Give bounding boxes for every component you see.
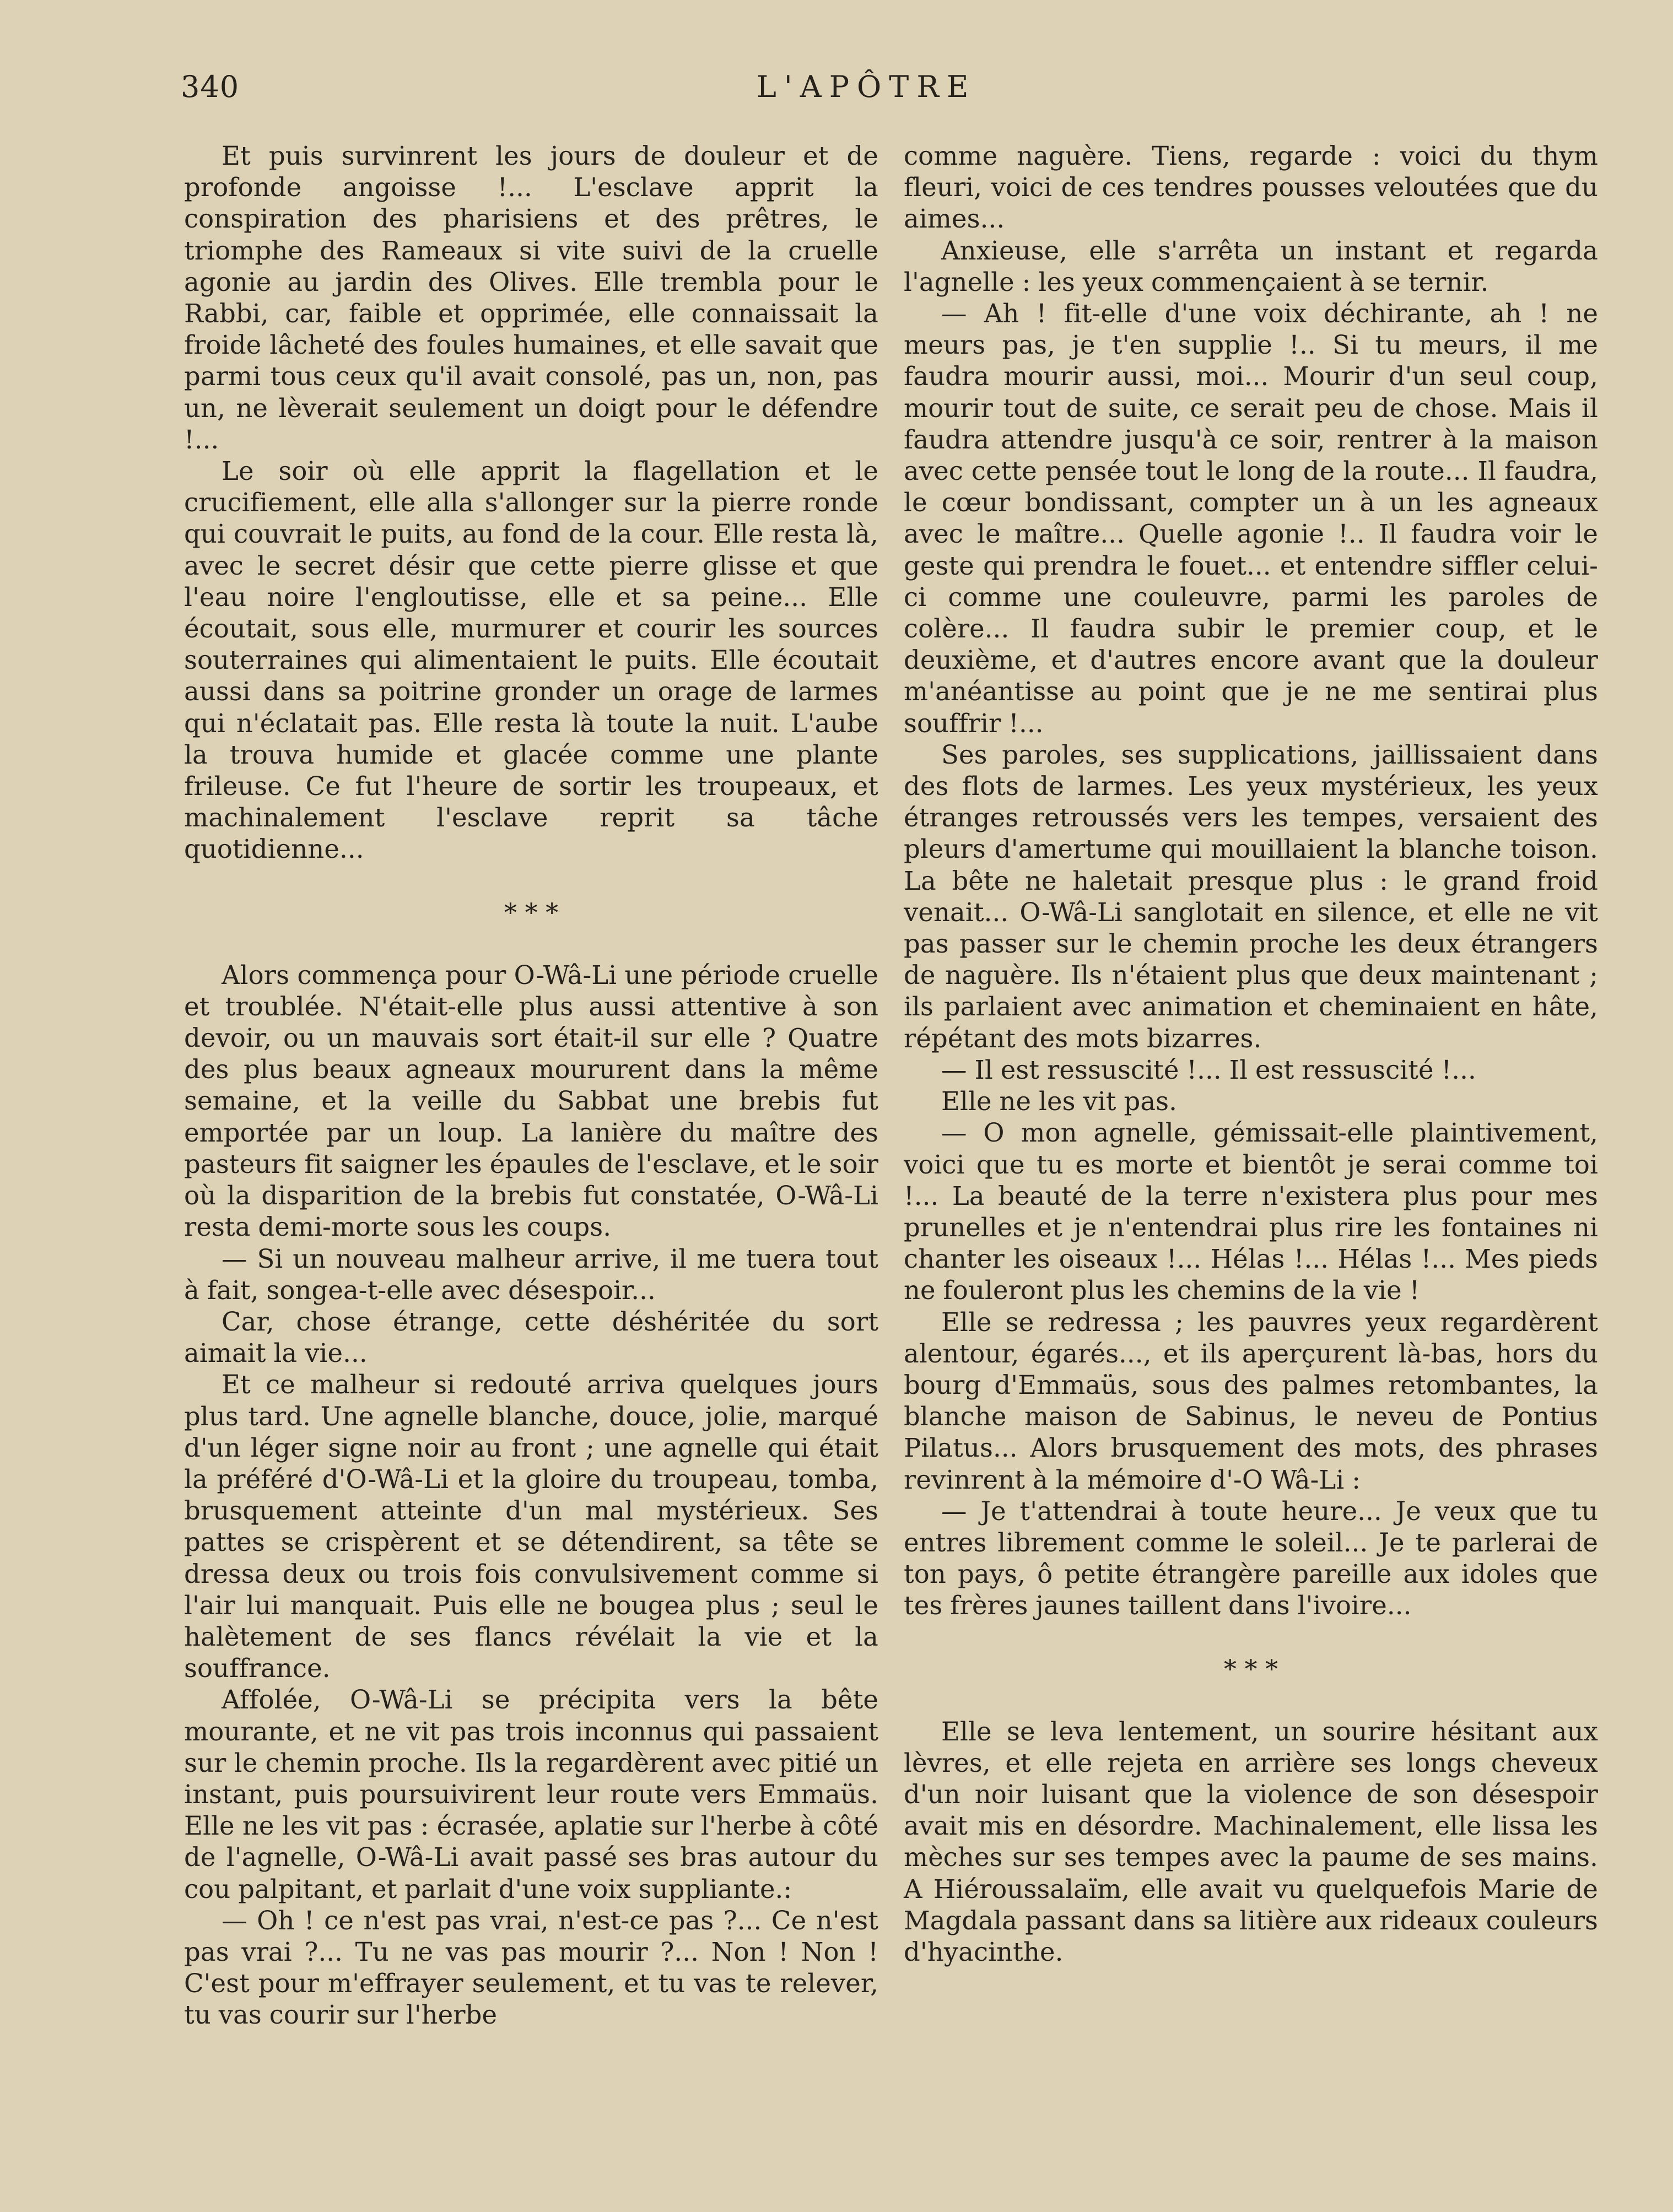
paragraph: Elle se redressa ; les pauvres yeux regardèrent alentour, égarés..., et ils aperçurent là-bas, hors du bourg d'Emmaüs, sous des palmes retombantes, la blanche maison de Sabinus, le neveu de Pontius Pilatus... Alors brusquement des mots, des phrases revinrent à la mémoire d'-O Wâ-Li : xyxy=(904,1307,1598,1495)
paragraph: — O mon agnelle, gémissait-elle plaintivement, voici que tu es morte et bientôt je serai comme toi !... La beauté de la terre n'existera plus pour mes prunelles et je n'entendrai plus rire les fontaines ni chanter les oiseaux !... Hélas !... Hélas !... Mes pieds ne fouleront plus les chemins de la vie ! xyxy=(904,1118,1598,1306)
section-break-stars: * * * xyxy=(504,897,559,927)
paragraph: — Il est ressuscité !... Il est ressuscité !... xyxy=(941,1054,1476,1085)
page-number: 340 xyxy=(181,69,240,104)
left-column xyxy=(184,140,878,2031)
page-header xyxy=(181,65,1602,115)
paragraph: — Oh ! ce n'est pas vrai, n'est-ce pas ?... Ce n'est pas vrai ?... Tu ne vas pas mourir ?... Non ! Non ! C'est pour m'effrayer seulement, et tu vas te relever, tu vas courir sur l'herbe xyxy=(184,1905,878,2030)
paragraph: Car, chose étrange, cette déshéritée du sort aimait la vie... xyxy=(184,1306,878,1369)
paragraph: Anxieuse, elle s'arrêta un instant et regarda l'agnelle : les yeux commençaient à se ternir. xyxy=(904,235,1598,297)
paragraph: Le soir où elle apprit la flagellation et le crucifiement, elle alla s'allonger sur la pierre ronde qui couvrait le puits, au fond de la cour. Elle resta là, avec le secret désir que cette pierre glisse et que l'eau noire l'engloutisse, elle et sa peine... Elle écoutait, sous elle, murmurer et courir les sources souterraines qui alimentaient le puits. Elle écoutait aussi dans sa poitrine gronder un orage de larmes qui n'éclatait pas. Elle resta là toute la nuit. L'aube la trouva humide et glacée comme une plante frileuse. Ce fut l'heure de sortir les troupeaux, et machinalement l'esclave reprit sa tâche quotidienne... xyxy=(184,456,878,864)
paragraph: Elle ne les vit pas. xyxy=(941,1086,1178,1117)
paragraph: Et ce malheur si redouté arriva quelques jours plus tard. Une agnelle blanche, douce, jolie, marqué d'un léger signe noir au front ; une agnelle qui était la préféré d'O-Wâ-Li et la gloire du troupeau, tomba, brusquement atteinte d'un mal mystérieux. Ses pattes se crispèrent et se détendirent, sa tête se dressa deux ou trois fois convulsivement comme si l'air lui manquait. Puis elle ne bougea plus ; seul le halètement de ses flancs révélait la vie et la souffrance. xyxy=(184,1370,878,1684)
right-column xyxy=(904,140,1598,1968)
paragraph-continued: comme naguère. Tiens, regarde : voici du thym fleuri, voici de ces tendres pousses veloutées que du aimes... xyxy=(904,141,1598,234)
paragraph: Elle se leva lentement, un sourire hésitant aux lèvres, et elle rejeta en arrière ses longs cheveux d'un noir luisant que la violence de son désespoir avait mis en désordre. Machinalement, elle lissa les mèches sur ses tempes avec la paume de ses mains. A Hiéroussalaïm, elle avait vu quelquefois Marie de Magdala passant dans sa litière aux rideaux couleurs d'hyacinthe. xyxy=(904,1716,1598,1967)
section-break xyxy=(904,1622,1598,1716)
section-break-stars: * * * xyxy=(1223,1653,1278,1684)
paragraph: — Si un nouveau malheur arrive, il me tuera tout à fait, songea-t-elle avec désespoir... xyxy=(184,1243,878,1305)
paragraph: Affolée, O-Wâ-Li se précipita vers la bête mourante, et ne vit pas trois inconnus qui passaient sur le chemin proche. Ils la regardèrent avec pitié un instant, puis poursuivirent leur route vers Emmaüs. Elle ne les vit pas : écrasée, aplatie sur l'herbe à côté de l'agnelle, O-Wâ-Li avait passé ses bras autour du cou palpitant, et parlait d'une voix suppliante.: xyxy=(184,1685,878,1904)
paragraph: — Ah ! fit-elle d'une voix déchirante, ah ! ne meurs pas, je t'en supplie !.. Si tu meurs, il me faudra mourir aussi, moi... Mourir d'un seul coup, mourir tout de suite, ce serait peu de chose. Mais il faudra attendre jusqu'à ce soir, rentrer à la maison avec cette pensée tout le long de la route... Il faudra, le cœur bondissant, compter un à un les agneaux avec le maître... Quelle agonie !.. Il faudra voir le geste qui prendra le fouet... et entendre siffler celui-ci comme une couleuvre, parmi les paroles de colère... Il faudra subir le premier coup, et le deuxième, et d'autres encore avant que la douleur m'anéantisse au point que je ne me sentirai plus souffrir !... xyxy=(904,299,1598,738)
running-title: L'APÔTRE xyxy=(757,69,976,104)
paragraph: — Je t'attendrai à toute heure... Je veux que tu entres librement comme le soleil... Je te parlerai de ton pays, ô petite étrangère pareille aux idoles que tes frères jaunes taillent dans l'ivoire... xyxy=(904,1496,1598,1621)
paragraph: Ses paroles, ses supplications, jaillissaient dans des flots de larmes. Les yeux mystérieux, les yeux étranges retroussés vers les tempes, versaient des pleurs d'amertume qui mouillaient la blanche toison. La bête ne haletait presque plus : le grand froid venait... O-Wâ-Li sanglotait en silence, et elle ne vit pas passer sur le chemin proche les deux étrangers de naguère. Ils n'étaient plus que deux maintenant ; ils parlaient avec animation et cheminaient en hâte, répétant des mots bizarres. xyxy=(904,739,1598,1053)
section-break xyxy=(184,866,878,960)
paragraph: Et puis survinrent les jours de douleur et de profonde angoisse !... L'esclave apprit la conspiration des pharisiens et des prêtres, le triomphe des Rameaux si vite suivi de la cruelle agonie au jardin des Olives. Elle trembla pour le Rabbi, car, faible et opprimée, elle connaissait la froide lâcheté des foules humaines, et elle savait que parmi tous ceux qu'il avait consolé, pas un, non, pas un, ne lèverait seulement un doigt pour le défendre !... xyxy=(184,141,878,455)
paragraph: Alors commença pour O-Wâ-Li une période cruelle et troublée. N'était-elle plus aussi attentive à son devoir, ou un mauvais sort était-il sur elle ? Quatre des plus beaux agneaux moururent dans la même semaine, et la veille du Sabbat une brebis fut emportée par un loup. La lanière du maître des pasteurs fit saigner les épaules de l'esclave, et le soir où la disparition de la brebis fut constatée, O-Wâ-Li resta demi-morte sous les coups. xyxy=(184,960,878,1242)
